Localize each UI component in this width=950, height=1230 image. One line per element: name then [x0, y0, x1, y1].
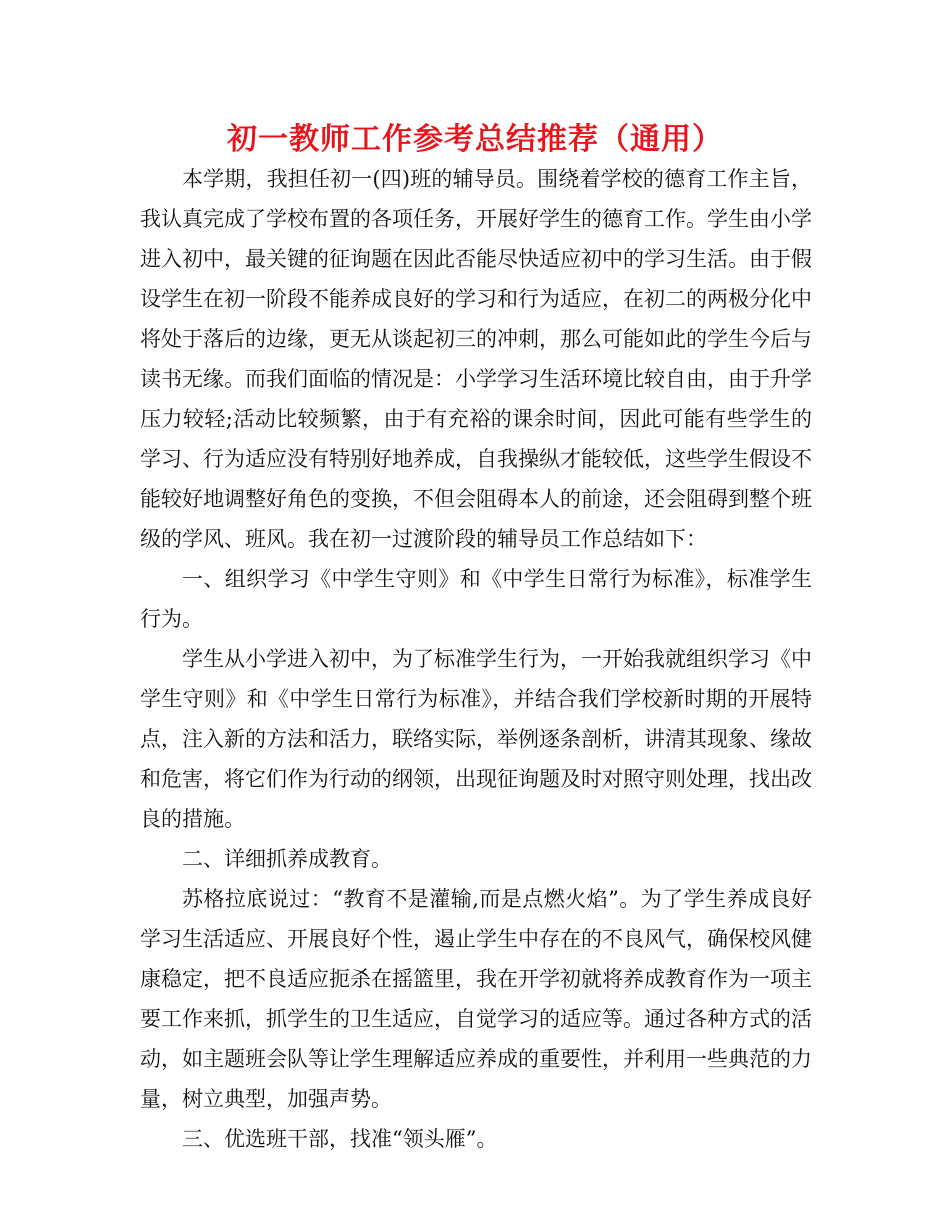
- paragraph-section-1-heading: 一、组织学习《中学生守则》和《中学生日常行为标准》，标准学生行为。: [140, 567, 812, 631]
- paragraph-section-3-heading: 三、优选班干部，找准“领头雁”。: [182, 1127, 498, 1151]
- paragraph-section-2-body: 苏格拉底说过：“教育不是灌输,而是点燃火焰”。为了学生养成良好学习生活适应、开展良好个性，遏止学生中存在的不良风气，确保校风健康稳定，把不良适应扼杀在摇篮里，我在开学初就将养成教育作为一项主要工作来抓，抓学生的卫生适应，自觉学习的适应等。通过各种方式的活动，如主题班会队等让学生理解适应养成的重要性，并利用一些典范的力量，树立典型，加强声势。: [140, 887, 812, 1111]
- document-title: 初一教师工作参考总结推荐（通用）: [227, 122, 723, 157]
- paragraph-section-1-body: 学生从小学进入初中，为了标准学生行为，一开始我就组织学习《中学生守则》和《中学生日常行为标准》，并结合我们学校新时期的开展特点，注入新的方法和活力，联络实际，举例逐条剖析，讲清其现象、缘故和危害，将它们作为行动的纲领，出现征询题及时对照守则处理，找出改良的措施。: [140, 647, 812, 831]
- document-body: [140, 159, 812, 1159]
- paragraph-intro: 本学期，我担任初一(四)班的辅导员。围绕着学校的德育工作主旨，我认真完成了学校布置的各项任务，开展好学生的德育工作。学生由小学进入初中，最关键的征询题在因此否能尽快适应初中的学习生活。由于假设学生在初一阶段不能养成良好的学习和行为适应，在初二的两极分化中将处于落后的边缘，更无从谈起初三的冲刺，那么可能如此的学生今后与读书无缘。而我们面临的情况是：小学学习生活环境比较自由，由于升学压力较轻;活动比较频繁，由于有充裕的课余时间，因此可能有些学生的学习、行为适应没有特别好地养成，自我操纵才能较低，这些学生假设不能较好地调整好角色的变换，不但会阻碍本人的前途，还会阻碍到整个班级的学风、班风。我在初一过渡阶段的辅导员工作总结如下：: [140, 167, 812, 551]
- paragraph-section-2-heading: 二、详细抓养成教育。: [182, 847, 392, 871]
